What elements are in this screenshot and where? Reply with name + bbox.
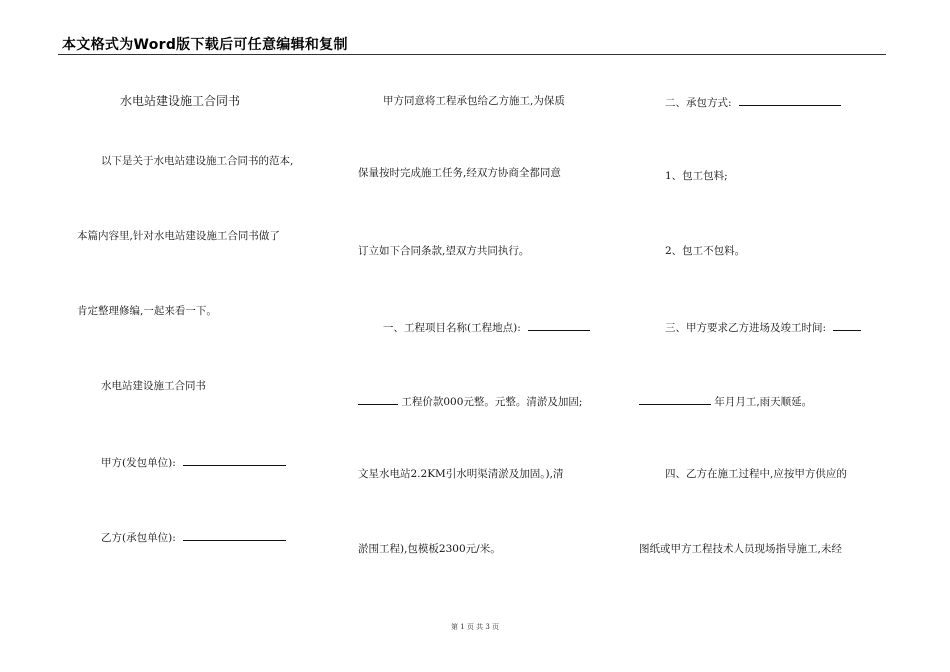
party-a-row (101, 454, 286, 470)
header-divider (58, 54, 886, 55)
schedule-blank (833, 319, 861, 331)
schedule-row (665, 319, 861, 335)
col2-line-2: 保量按时完成施工任务,经双方协商全都同意 (358, 167, 561, 179)
col3-line-6: 四、乙方在施工过程中,应按甲方供应的 (665, 468, 847, 480)
contract-subtitle: 水电站建设施工合同书 (101, 380, 206, 392)
project-price-blank (358, 393, 398, 405)
col2-line-1: 甲方同意将工程承包给乙方施工,为保质 (383, 95, 565, 107)
intro-line-3: 肯定整理修编,一起来看一下。 (77, 305, 217, 317)
party-b-row (101, 529, 286, 545)
contract-method-row (665, 94, 841, 110)
col2-line-7: 淤围工程),包模板2300元/米。 (358, 543, 501, 555)
project-name-row (383, 319, 590, 335)
intro-line-1: 以下是关于水电站建设施工合同书的范本, (101, 155, 294, 167)
schedule-date-text: 年月月工,雨天顺延。 (714, 396, 813, 408)
party-b-label: 乙方(承包单位): (101, 532, 176, 544)
project-name-label: 一、工程项目名称(工程地点): (383, 322, 521, 334)
party-b-blank (183, 529, 286, 541)
col3-line-3: 2、包工不包料。 (665, 245, 746, 257)
col3-line-2: 1、包工包料; (665, 170, 728, 182)
party-a-blank (183, 454, 286, 466)
contract-title: 水电站建设施工合同书 (120, 94, 241, 108)
schedule-date-row (639, 393, 812, 409)
project-price-text: 工程价款000元整。元整。清淤及加固; (401, 396, 583, 408)
col2-line-6: 文星水电站2.2KM引水明渠清淤及加固。),清 (358, 468, 564, 480)
page-number: 第 1 页 共 3 页 (450, 623, 500, 631)
contract-method-blank (739, 94, 841, 106)
schedule-date-blank (639, 393, 711, 405)
contract-method-label: 二、承包方式: (665, 97, 732, 109)
project-name-blank (528, 319, 590, 331)
party-a-label: 甲方(发包单位): (101, 457, 176, 469)
col2-line-3: 订立如下合同条款,望双方共同执行。 (358, 245, 530, 257)
project-price-row (358, 393, 582, 409)
col3-line-7: 图纸或甲方工程技术人员现场指导施工,未经 (639, 543, 842, 555)
intro-line-2: 本篇内容里,针对水电站建设施工合同书做了 (77, 230, 280, 242)
schedule-label: 三、甲方要求乙方进场及竣工时间: (665, 322, 827, 334)
document-header-title: 本文格式为Word版下载后可任意编辑和复制 (62, 37, 348, 53)
